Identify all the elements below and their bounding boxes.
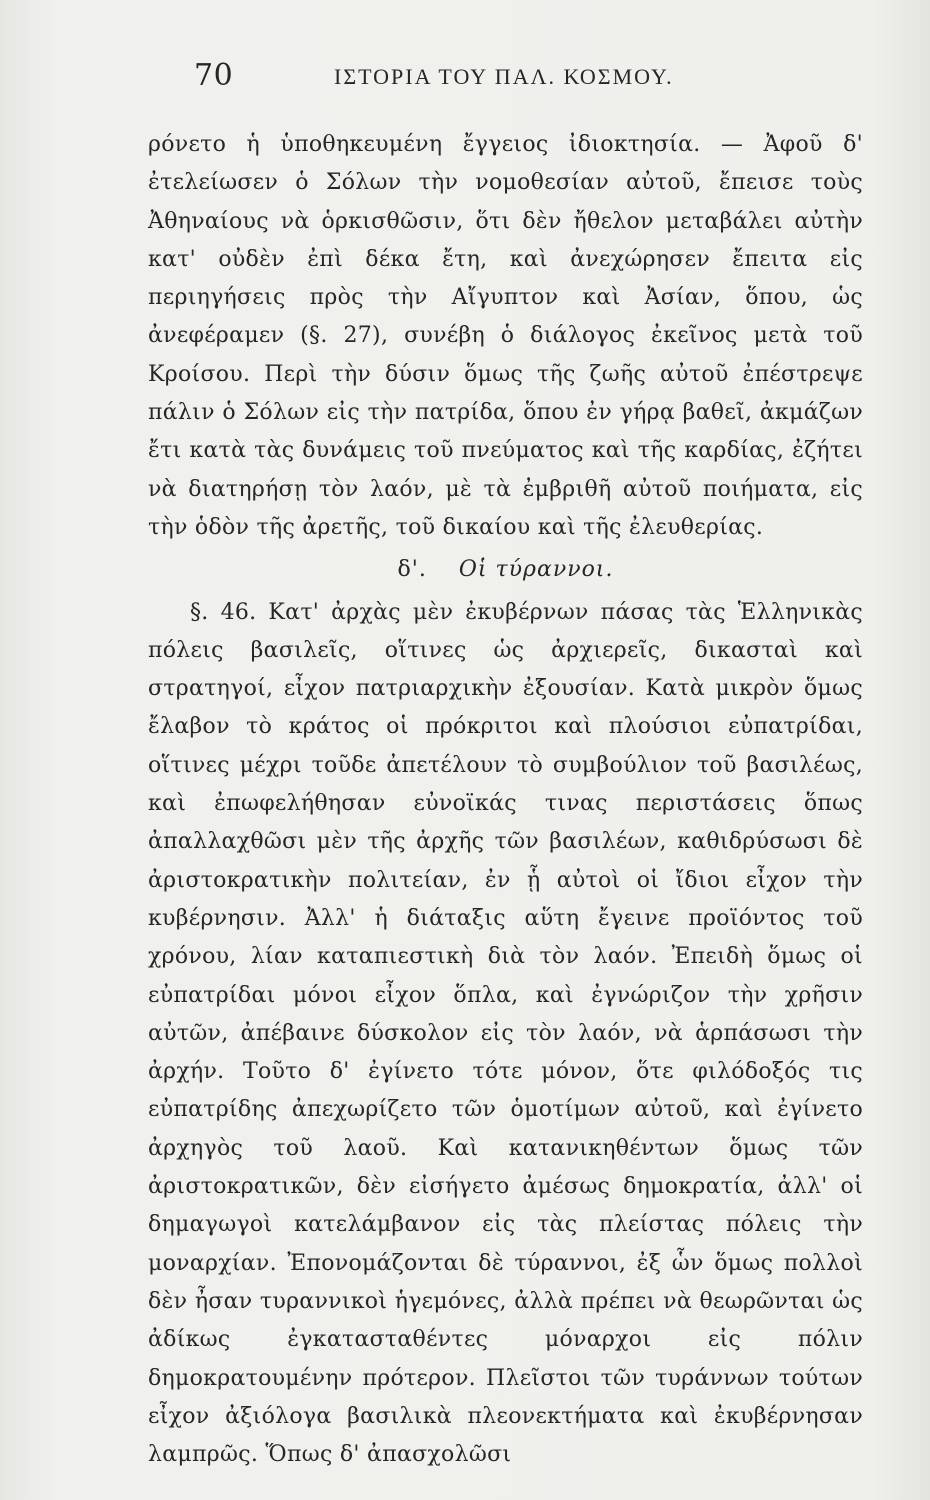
page-number: 70	[194, 58, 234, 93]
running-title: ΙΣΤΟΡΙΑ ΤΟΥ ΠΑΛ. ΚΟΣΜΟΥ.	[334, 64, 674, 89]
section-heading	[148, 551, 863, 589]
page-header	[194, 58, 834, 98]
paragraph-section-46: §. 46. Κατ' ἀρχὰς μὲν ἐκυβέρνων πάσας τὰς Ἑλληνικὰς πόλεις βασιλεῖς, οἵτινες ὡς ἀρχιερεῖς, δικασταὶ καὶ στρατηγοί, εἶχον πατριαρχικὴν ἐξουσίαν. Κατὰ μικρὸν ὅμως ἔλαβον τὸ κράτος οἱ πρόκριτοι καὶ πλούσιοι εὐπατρίδαι, οἵτινες μέχρι τοῦδε ἀπετέλουν τὸ συμβούλιον τοῦ βασιλέως, καὶ ἐπωφελήθησαν εὐνοϊκάς τινας περιστάσεις ὅπως ἀπαλλαχθῶσι μὲν τῆς ἀρχῆς τῶν βασιλέων, καθιδρύσωσι δὲ ἀριστοκρατικὴν πολιτείαν, ἐν ᾗ αὐτοὶ οἱ ἴδιοι εἶχον τὴν κυβέρνησιν. Ἀλλ' ἡ διάταξις αὕτη ἔγεινε προϊόντος τοῦ χρόνου, λίαν καταπιεστικὴ διὰ τὸν λαόν. Ἐπειδὴ ὅμως οἱ εὐπατρίδαι μόνοι εἶχον ὅπλα, καὶ ἐγνώριζον τὴν χρῆσιν αὐτῶν, ἀπέβαινε δύσκολον εἰς τὸν λαόν, νὰ ἁρπάσωσι τὴν ἀρχήν. Τοῦτο δ' ἐγίνετο τότε μόνον, ὅτε φιλόδοξός τις εὐπατρίδης ἀπεχωρίζετο τῶν ὁμοτίμων αὐτοῦ, καὶ ἐγίνετο ἀρχηγὸς τοῦ λαοῦ. Καὶ κατανικηθέντων ὅμως τῶν ἀριστοκρατικῶν, δὲν εἰσήγετο ἀμέσως δημοκρατία, ἀλλ' οἱ δημαγωγοὶ κατελάμβανον εἰς τὰς πλείστας πόλεις τὴν μοναρχίαν. Ἐπονομάζονται δὲ τύραννοι, ἐξ ὧν ὅμως πολλοὶ δὲν ἦσαν τυραννικοὶ ἡγεμόνες, ἀλλὰ πρέπει νὰ θεωρῶνται ὡς ἀδίκως ἐγκατασταθέντες μόναρχοι εἰς πόλιν δημοκρατουμένην πρότερον. Πλεῖστοι τῶν τυράννων τούτων εἶχον ἀξιόλογα βασιλικὰ πλεονεκτήματα καὶ ἐκυβέρνησαν λαμπρῶς. Ὅπως δ' ἀπασχολῶσι	[148, 599, 863, 1468]
paragraph-continuation: ρόνετο ἡ ὑποθηκευμένη ἔγγειος ἰδιοκτησία. — Ἀφοῦ δ' ἐτελείωσεν ὁ Σόλων τὴν νομοθεσίαν αὐτοῦ, ἔπεισε τοὺς Ἀθηναίους νὰ ὁρκισθῶσιν, ὅτι δὲν ἤθελον μεταβάλει αὐτὴν κατ' οὐδὲν ἐπὶ δέκα ἔτη, καὶ ἀνεχώρησεν ἔπειτα εἰς περιηγήσεις πρὸς τὴν Αἴγυπτον καὶ Ἀσίαν, ὅπου, ὡς ἀνεφέραμεν (§. 27), συνέβη ὁ διάλογος ἐκεῖνος μετὰ τοῦ Κροίσου. Περὶ τὴν δύσιν ὅμως τῆς ζωῆς αὐτοῦ ἐπέστρεψε πάλιν ὁ Σόλων εἰς τὴν πατρίδα, ὅπου ἐν γήρᾳ βαθεῖ, ἀκμάζων ἔτι κατὰ τὰς δυνάμεις τοῦ πνεύματος καὶ τῆς καρδίας, ἐζήτει νὰ διατηρήσῃ τὸν λαόν, μὲ τὰ ἐμβριθῆ αὐτοῦ ποιήματα, εἰς τὴν ὁδὸν τῆς ἀρετῆς, τοῦ δικαίου καὶ τῆς ἐλευθερίας.	[148, 132, 863, 540]
section-title: Οἱ τύραννοι.	[458, 557, 614, 583]
section-number: δ'.	[397, 557, 427, 583]
body-text	[148, 126, 863, 1474]
